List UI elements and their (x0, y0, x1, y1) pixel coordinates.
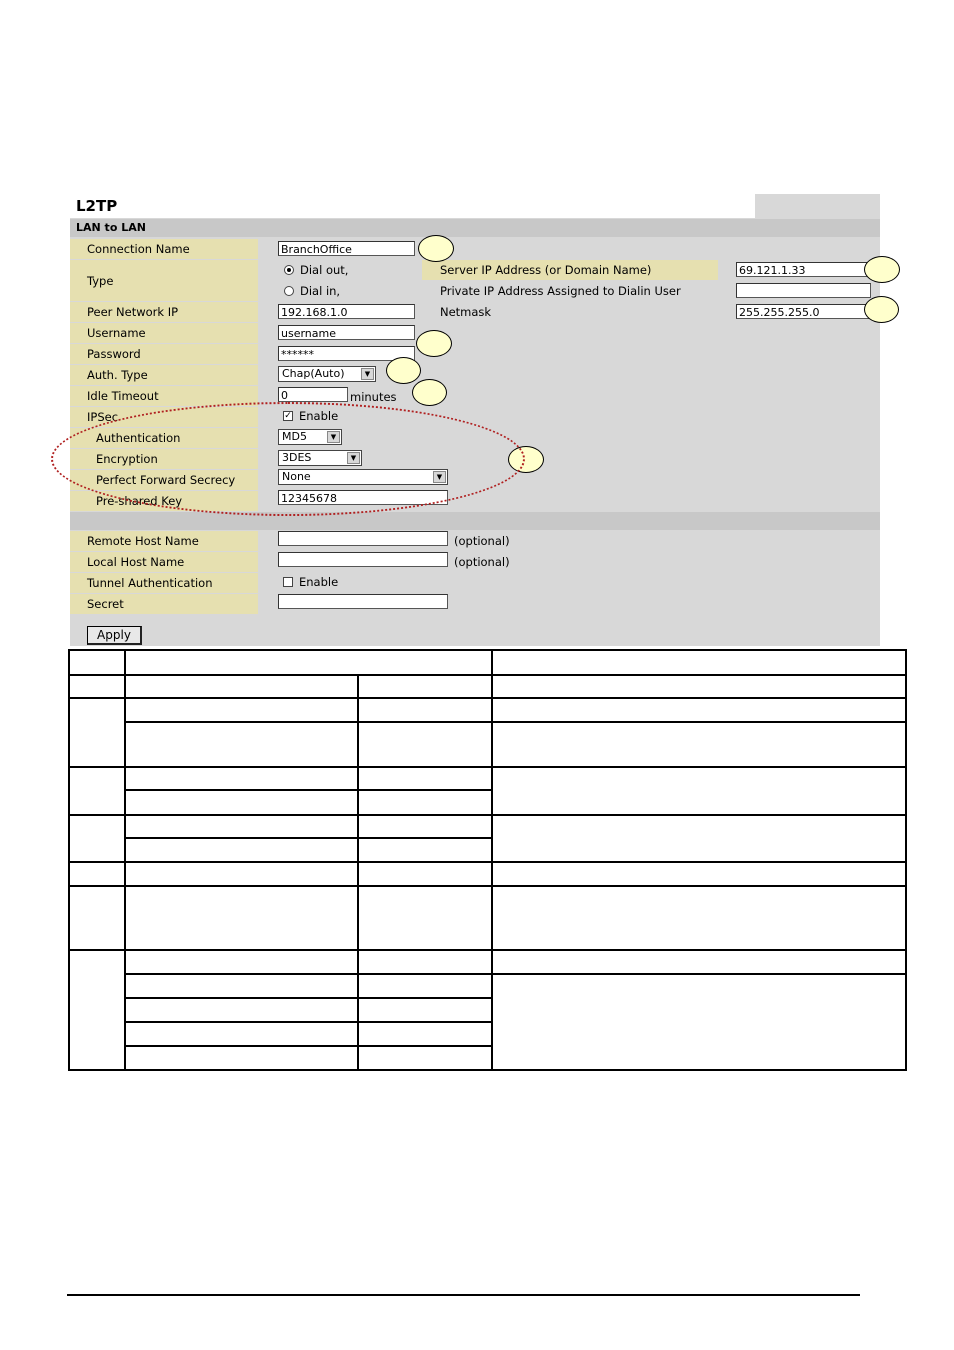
remote-host-input[interactable] (278, 531, 448, 546)
server-ip-label: Server IP Address (or Domain Name) (422, 260, 718, 280)
private-ip-label: Private IP Address Assigned to Dialin User (440, 284, 681, 298)
remote-host-label: Remote Host Name (70, 531, 258, 551)
tunnel-auth-cell (260, 573, 880, 593)
remote-host-note: (optional) (454, 534, 510, 548)
local-host-note: (optional) (454, 555, 510, 569)
dial-in-radio[interactable] (284, 286, 294, 296)
peer-network-ip-input[interactable]: 192.168.1.0 (278, 304, 415, 319)
password-input[interactable]: ****** (278, 346, 415, 361)
table-row-line (68, 674, 907, 676)
table-border (68, 649, 70, 1071)
table-row-line (68, 885, 907, 887)
secret-label: Secret (70, 594, 258, 614)
table-row-line (68, 766, 907, 768)
callout-marker (418, 235, 454, 262)
apply-button[interactable]: Apply (87, 626, 142, 645)
table-row-line (68, 949, 907, 951)
preshared-key-input[interactable]: 12345678 (278, 490, 448, 505)
pfs-label: Perfect Forward Secrecy (70, 470, 258, 490)
dial-out-radio[interactable] (284, 265, 294, 275)
encryption-select[interactable]: 3DES ▼ (278, 450, 362, 466)
secret-input[interactable] (278, 594, 448, 609)
table-col-line (357, 674, 359, 1071)
table-border (68, 1069, 907, 1071)
table-row-line (68, 814, 907, 816)
table-row-line (124, 997, 493, 999)
chevron-down-icon: ▼ (347, 452, 360, 464)
table-row-line (124, 1045, 493, 1047)
table-border (68, 649, 907, 651)
tunnel-auth-checkbox[interactable] (283, 577, 293, 587)
username-input[interactable]: username (278, 325, 415, 340)
authentication-label: Authentication (70, 428, 258, 448)
auth-type-label: Auth. Type (70, 365, 258, 385)
pfs-select[interactable]: None ▼ (278, 469, 448, 485)
local-host-label: Local Host Name (70, 552, 258, 572)
title-shade (755, 194, 880, 218)
connection-name-label: Connection Name (70, 239, 258, 259)
footer-rule (67, 1294, 860, 1296)
table-row-line (124, 721, 907, 723)
chevron-down-icon: ▼ (327, 431, 340, 443)
private-ip-input[interactable] (736, 283, 871, 298)
table-row-line (68, 697, 907, 699)
callout-marker (864, 296, 899, 323)
tunnel-auth-label: Tunnel Authentication (70, 573, 258, 593)
password-label: Password (70, 344, 258, 364)
chevron-down-icon: ▼ (433, 471, 446, 483)
reference-table (68, 649, 907, 1071)
table-border (905, 649, 907, 1071)
callout-marker (864, 256, 900, 283)
idle-timeout-unit: minutes (350, 390, 397, 404)
ipsec-enable-label: Enable (299, 409, 339, 423)
table-col-line (491, 649, 493, 1071)
username-label: Username (70, 323, 258, 343)
table-row-line (124, 1021, 493, 1023)
dial-in-label: Dial in, (300, 284, 341, 298)
encryption-label: Encryption (70, 449, 258, 469)
callout-marker (386, 357, 421, 384)
tunnel-auth-enable-label: Enable (299, 575, 339, 589)
local-host-input[interactable] (278, 552, 448, 567)
ipsec-enable-checkbox[interactable]: ✓ (284, 411, 292, 421)
peer-network-ip-label: Peer Network IP (70, 302, 258, 322)
table-col-line (124, 649, 126, 1071)
dial-out-label: Dial out, (300, 263, 349, 277)
type-label: Type (70, 260, 258, 301)
connection-name-input[interactable]: BranchOffice (278, 241, 415, 256)
server-ip-input[interactable]: 69.121.1.33 (736, 262, 871, 277)
idle-timeout-label: Idle Timeout (70, 386, 258, 406)
authentication-select[interactable]: MD5 ▼ (278, 429, 342, 445)
ipsec-group-outline (51, 402, 525, 516)
callout-marker (412, 379, 447, 406)
page-title: L2TP (70, 194, 880, 218)
table-row-line (124, 789, 493, 791)
table-row-line (124, 973, 907, 975)
section-title: LAN to LAN (70, 219, 880, 237)
table-row-line (124, 837, 493, 839)
callout-marker (416, 330, 452, 357)
netmask-label: Netmask (440, 305, 492, 319)
preshared-key-label: Pre-shared Key (70, 491, 258, 511)
ipsec-label: IPSec (70, 407, 258, 427)
idle-timeout-input[interactable]: 0 (278, 387, 348, 402)
section-divider (70, 512, 880, 530)
netmask-input[interactable]: 255.255.255.0 (736, 304, 871, 319)
chevron-down-icon: ▼ (361, 368, 374, 380)
table-row-line (68, 861, 907, 863)
auth-type-select[interactable]: Chap(Auto) ▼ (278, 366, 376, 382)
